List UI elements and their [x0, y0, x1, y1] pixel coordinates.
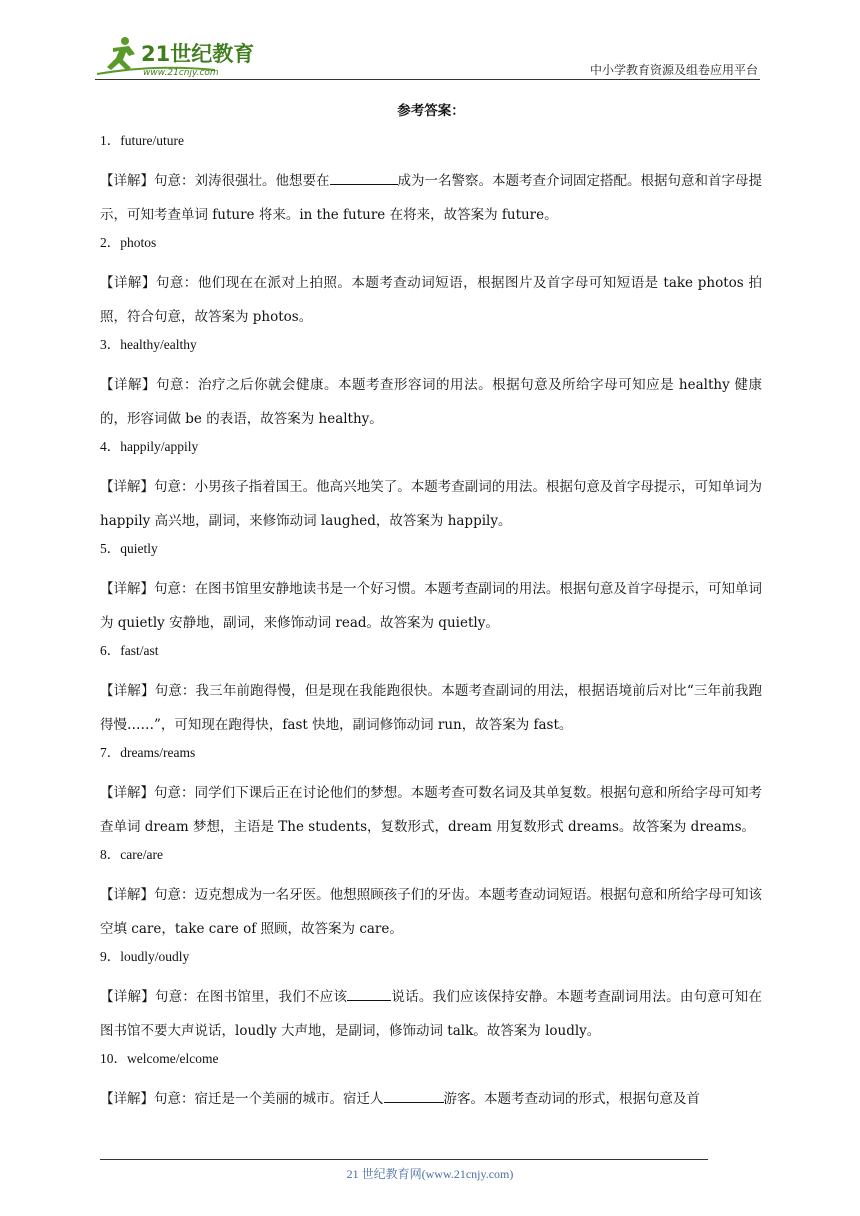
answer-detail: 【详解】句意：他们现在在派对上拍照。本题考查动词短语，根据图片及首字母可知短语是 take photos 拍照，符合句意，故答案为 photos。 — [100, 275, 762, 325]
answer-number: 9．loudly/oudly — [100, 949, 190, 964]
answer-detail: 【详解】句意：迈克想成为一名牙医。他想照顾孩子们的牙齿。本题考查动词短语。根据句意和所给字母可知该空填 care，take care of 照顾，故答案为 care。 — [100, 887, 762, 937]
answer-detail: 【详解】句意：我三年前跑得慢，但是现在我能跑很快。本题考查副词的用法，根据语境前后对比“三年前我跑得慢……”，可知现在跑得快，fast 快地，副词修饰动词 run，故答案为 fast。 — [100, 683, 762, 733]
answer-detail: 【详解】句意：小男孩子指着国王。他高兴地笑了。本题考查副词的用法。根据句意及首字母提示，可知单词为 happily 高兴地，副词，来修饰动词 laughed，故答案为 happily。 — [100, 479, 762, 529]
answer-number: 1．future/uture — [100, 133, 184, 148]
answer-detail: 【详解】句意：在图书馆里安静地读书是一个好习惯。本题考查副词的用法。根据句意及首字母提示，可知单词为 quietly 安静地，副词，来修饰动词 read。故答案为 quietly。 — [100, 581, 762, 631]
answer-content — [100, 98, 762, 1116]
footer-rule — [100, 1159, 708, 1160]
answer-item — [100, 946, 762, 1048]
page-title: 参考答案： — [397, 103, 465, 119]
answer-number: 4．happily/appily — [100, 439, 199, 454]
answer-item — [100, 334, 762, 436]
answer-detail: 【详解】句意：同学们下课后正在讨论他们的梦想。本题考查可数名词及其单复数。根据句意和所给字母可知考查单词 dream 梦想，主语是 The students，复数形式，dream 用复数形式 dreams。故答案为 dreams。 — [100, 785, 762, 835]
answer-detail: 【详解】句意：宿迁是一个美丽的城市。宿迁人 游客。本题考查动词的形式，根据句意及首 — [100, 1082, 762, 1116]
answer-item — [100, 844, 762, 946]
answer-number: 2．photos — [100, 235, 157, 250]
answer-detail: 【详解】句意：治疗之后你就会健康。本题考查形容词的用法。根据句意及所给字母可知应是 healthy 健康的，形容词做 be 的表语，故答案为 healthy。 — [100, 377, 762, 427]
page-footer: 21 世纪教育网(www.21cnjy.com) — [346, 1167, 514, 1181]
answer-number: 5．quietly — [100, 541, 158, 556]
answer-number: 7．dreams/reams — [100, 745, 196, 760]
answer-item — [100, 538, 762, 640]
site-name: 中小学教育资源及组卷应用平台 — [589, 63, 758, 77]
answer-number: 8．care/are — [100, 847, 163, 862]
logo-21cnjy — [95, 34, 265, 78]
blank-line — [347, 986, 391, 1001]
answer-detail: 【详解】句意：刘涛很强壮。他想要在 成为一名警察。本题考查介词固定搭配。根据句意和首字母提示，可知考查单词 future 将来。in the future 在将来，故答案为 future。 — [100, 164, 762, 232]
answer-item — [100, 130, 762, 232]
blank-line — [384, 1088, 444, 1103]
header-rule — [95, 79, 760, 80]
answer-number: 3．healthy/ealthy — [100, 337, 197, 352]
svg-text:21世纪教育: 21世纪教育 — [141, 42, 255, 66]
answer-detail: 【详解】句意：在图书馆里，我们不应该 说话。我们应该保持安静。本题考查副词用法。由句意可知在图书馆不要大声说话，loudly 大声地，是副词，修饰动词 talk。故答案为 loudly。 — [100, 980, 762, 1048]
answer-item — [100, 742, 762, 844]
answer-item — [100, 232, 762, 334]
svg-text:www.21cnjy.com: www.21cnjy.com — [143, 68, 219, 78]
answer-number: 10．welcome/elcome — [100, 1051, 219, 1066]
blank-line — [330, 170, 398, 185]
answer-item — [100, 640, 762, 742]
answer-item — [100, 1048, 762, 1116]
answer-item — [100, 436, 762, 538]
page-header — [95, 28, 760, 80]
answer-number: 6．fast/ast — [100, 643, 159, 658]
